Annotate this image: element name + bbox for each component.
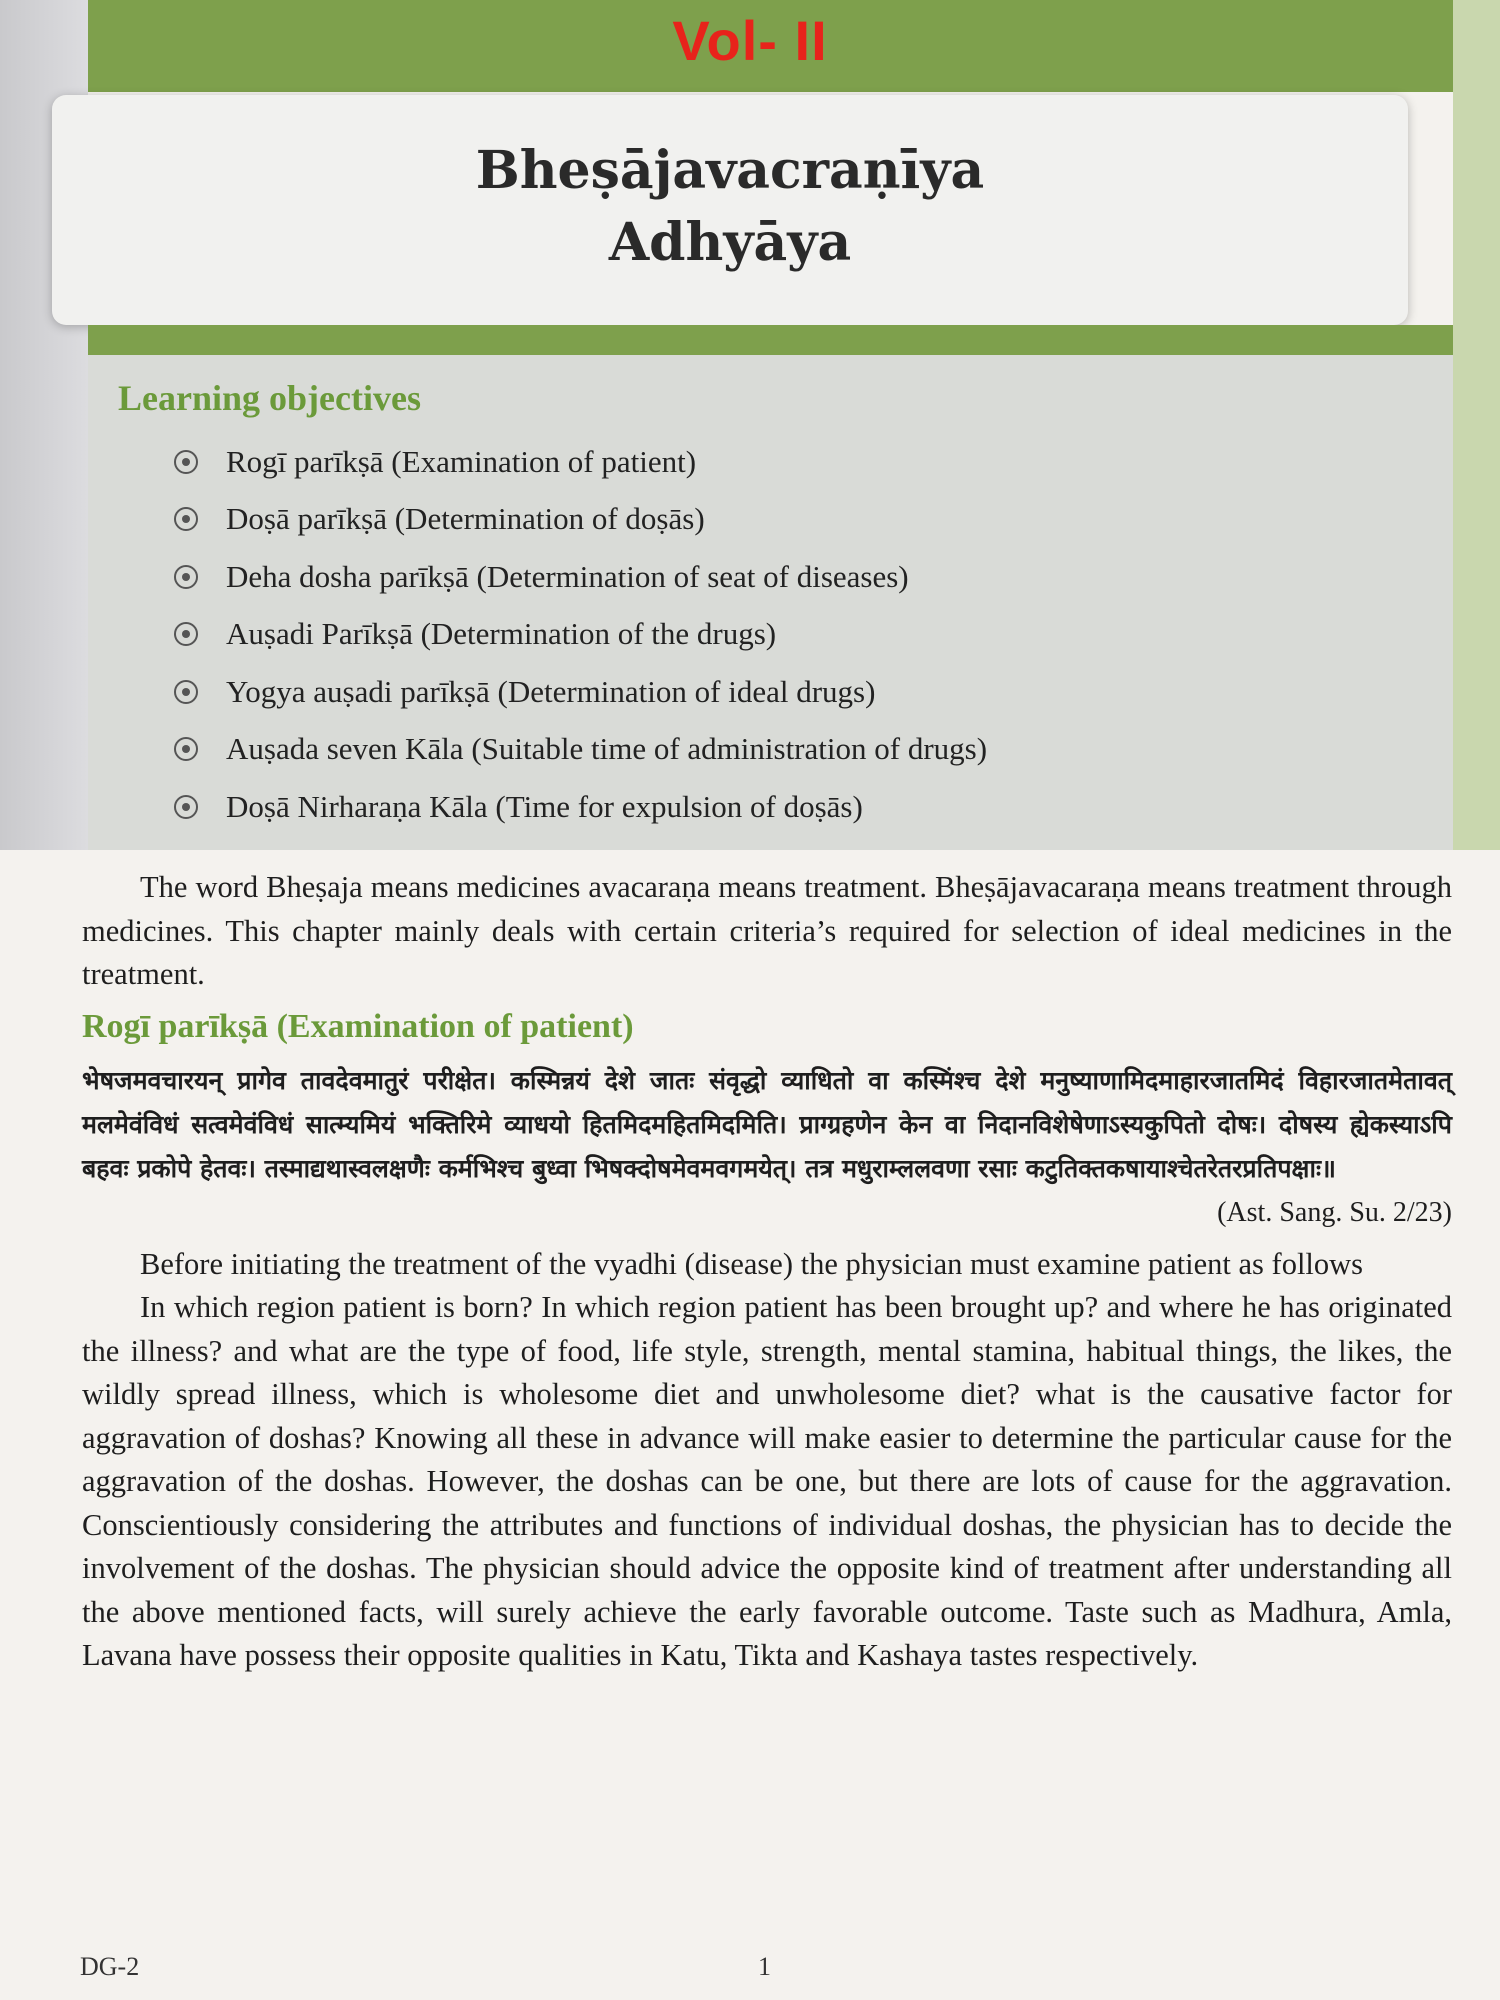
title-underline-bar xyxy=(88,325,1453,355)
page-number: 1 xyxy=(758,1952,771,1981)
circle-bullet-icon xyxy=(174,622,198,646)
objective-item xyxy=(174,721,987,779)
circle-bullet-icon xyxy=(174,450,198,474)
learning-objectives-list xyxy=(174,433,987,836)
objective-text: Auṣada seven Kāla (Suitable time of administration of drugs) xyxy=(226,731,988,767)
objective-item xyxy=(174,663,987,721)
objective-item xyxy=(174,491,987,549)
body-paragraph-1: Before initiating the treatment of the vyadhi (disease) the physician must examine patient as follows xyxy=(140,1246,1364,1281)
verse-citation: (Ast. Sang. Su. 2/23) xyxy=(1217,1196,1452,1228)
objective-text: Doṣā parīkṣā (Determination of doṣās) xyxy=(226,501,705,537)
learning-objectives-heading: Learning objectives xyxy=(118,378,421,418)
circle-bullet-icon xyxy=(174,680,198,704)
objective-text: Doṣā Nirharaṇa Kāla (Time for expulsion of doṣās) xyxy=(226,788,863,824)
learning-objectives-box xyxy=(88,355,1453,850)
chapter-title-line2: Adhyāya xyxy=(608,212,852,273)
circle-bullet-icon xyxy=(174,507,198,531)
circle-bullet-icon xyxy=(174,795,198,819)
chapter-title-line1: Bheṣājavacraṇīya xyxy=(475,140,985,201)
right-edge-strip xyxy=(1453,0,1500,850)
circle-bullet-icon xyxy=(174,737,198,761)
intro-paragraph: The word Bheṣaja means medicines avacaraṇa means treatment. Bheṣājavacaraṇa means treatment through medicines. This chapter mainly deals with certain criteria’s required for selection of ideal medicines in the treatment. xyxy=(82,870,1452,991)
footer-code: DG-2 xyxy=(80,1952,140,1981)
chapter-title-card xyxy=(52,95,1408,325)
objective-text: Deha dosha parīkṣā (Determination of seat of diseases) xyxy=(226,558,909,594)
circle-bullet-icon xyxy=(174,565,198,589)
volume-label: Vol- II xyxy=(672,9,828,72)
body-paragraph-2: In which region patient is born? In which region patient has been brought up? and where he has originated the illness? and what are the type of food, life style, strength, mental stamina, habitual things, the likes, the wildly spread illness, which is wholesome diet and unwholesome diet? what is the causative factor for aggravation of doshas? Knowing all these in advance will make easier to determine the particular cause for the aggravation of the doshas. However, the doshas can be one, but there are lots of cause for the aggravation. Conscientiously considering the attributes and functions of individual doshas, the physician has to decide the involvement of the doshas. The physician should advice the opposite kind of treatment after understanding all the above mentioned facts, will surely achieve the early favorable outcome. Taste such as Madhura, Amla, Lavana have possess their opposite qualities in Katu, Tikta and Kashaya tastes respectively. xyxy=(82,1290,1452,1672)
objective-text: Auṣadi Parīkṣā (Determination of the drugs) xyxy=(226,616,777,652)
objective-item xyxy=(174,433,987,491)
section-heading: Rogī parīkṣā (Examination of patient) xyxy=(82,1007,634,1045)
page-body xyxy=(82,866,1452,1678)
objective-text: Yogya auṣadi parīkṣā (Determination of ideal drugs) xyxy=(226,673,876,709)
objective-text: Rogī parīkṣā (Examination of patient) xyxy=(226,443,697,479)
objective-item xyxy=(174,548,987,606)
objective-item xyxy=(174,778,987,836)
objective-item xyxy=(174,606,987,664)
sanskrit-verse: भेषजमवचारयन् प्रागेव तावदेवमातुरं परीक्षेत। कस्मिन्नयं देशे जातः संवृद्धो व्याधितो वा कस्मिंश्च देशे मनुष्याणामिदमाहारजातमिदं विहारजातमेतावत् मलमेवंविधं सत्वमेवंविधं सात्म्यमियं भक्तिरिमे व्याधयो हितमिदमहितमिदमिति। प्राग्ग्रहणेन केन वा निदानविशेषेणाऽस्यकुपितो दोषः। दोषस्य ह्येकस्याऽपि बहवः प्रकोपे हेतवः। तस्माद्यथास्वलक्षणैः कर्मभिश्च बुध्वा भिषक्दोषमेवमवगमयेत्। तत्र मधुराम्ललवणा रसाः कटुतिक्तकषायाश्चेतरेतरप्रतिपक्षाः॥ xyxy=(82,1065,1452,1183)
